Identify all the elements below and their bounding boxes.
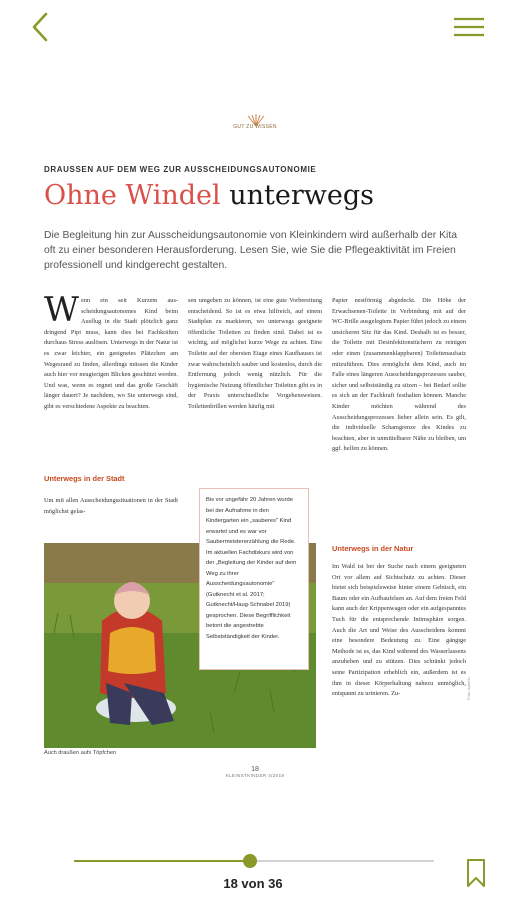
top-bar bbox=[0, 0, 506, 56]
text-column-3-continued: Im Wald ist bei der Suche nach einem geeigneten Ort vor allem auf Sichtschutz zu achten. Dieser bietet sich beispielsweise hinter einem Gebüsch, ein Baum oder ein Aufbaufelsen an. Auf dem freien Feld kann auch der Krippenwagen oder ein aufgespanntes Tuch für die entsprechende Intimsphäre sorgen. Auch die Art und Weise des Ausscheidens kommt eine besondere Bedeutung zu. Eine gängige Methode ist es, das Kind während des Wasserlassens anzuheben und zu stützen. Dies schränkt jedoch seine Partizipation erheblich ein, außerdem ist es ihm in dieser Körperhaltung nahezu unmöglich, entspannt zu urinieren. Zu- bbox=[332, 563, 466, 698]
viewer-bottom-bar bbox=[0, 840, 506, 900]
text-column-1 bbox=[44, 296, 178, 466]
info-box-text: Bis vor ungefähr 20 Jahren wurde bei der Aufnahme in den Kindergarten ein „sauberes" Kind erwartet und es war vor Saubermeistererzählung die Rede. Im aktuellen Fachdiskurs wird von der „Begleitung der Kinder auf dem Weg zu ihrer Ausscheidungsautonomie" (Gutknecht et al. 2017; Gutknecht/Haug-Schnabel 2019) gesprochen. Diese Begrifflichkeit betont die angestrebte Selbstständigkeit der Kinder. bbox=[206, 497, 297, 640]
magazine-name: KLEINSTKINDER 4/2019 bbox=[225, 773, 285, 778]
article-lead: Die Begleitung hin zur Ausscheidungsautonomie von Kleinkindern wird außerhalb der Kita oft zu einer besonderen Herausforderung. Lesen Sie, wie Sie die Pflegeaktivität im Freien professionell und kindgerecht gestalten. bbox=[44, 230, 457, 271]
text-column-3: Papier nestförmig abgedeckt. Die Höhe der Erwachsenen-Toilette in Verbindung mit auf der WC-Brille ausgelegtem Papier führt jedoch zu einem unsicheren Sitz für das Kind. Deshalb ist es besser, die Toilette mit Desinfektionstüchern zu reinigen oder einen (zusammenklappbaren) Toilettenaufsatz mitzuführen. Dies ermöglicht dem Kind, auch im Falle eines längeren Ausscheidungsprozesses sauber, sicher und selbstständig zu sitzen – bei Bedarf sollte es sich an der Fachkraft festhalten können. Manche Kinder möchten während des Ausscheidungsprozesses lieber allein sein. Es gilt, die individuelle Schamgrenze des Kindes zu beachten, aber in unmittelbarer Nähe zu bleiben, um ggf. helfen zu können. bbox=[332, 297, 466, 453]
bookmark-button[interactable] bbox=[464, 858, 488, 888]
menu-button[interactable] bbox=[452, 14, 486, 40]
page-number: 18 bbox=[251, 766, 259, 773]
text-column-1-continued: Um mit allen Ausscheidungssituationen in der Stadt möglichst gelas- bbox=[44, 497, 178, 515]
bookmark-icon bbox=[464, 858, 488, 888]
photo-credit: Foto: Autorin bbox=[466, 677, 471, 700]
page-slider-fill bbox=[74, 860, 250, 862]
chevron-left-icon bbox=[26, 10, 56, 44]
page-slider[interactable] bbox=[74, 860, 434, 862]
page-indicator: 18 von 36 bbox=[223, 876, 283, 891]
title-rest: unterwegs bbox=[220, 180, 375, 211]
magazine-page bbox=[44, 110, 466, 790]
subheading-nature: Unterwegs in der Natur bbox=[332, 544, 414, 553]
text-column-2: sen umgeben zu können, ist eine gute Vorbereitung entscheidend. So ist es etwa hilfreich, auf einem Stadtplan zu markieren, wo unterwegs geeignete öffentliche Toiletten zu finden sind. Dabei ist es wichtig, auf möglichst kurze Wege zu achten. Eine Toilette auf der obersten Etage eines Kaufhauses ist zwar wahrscheinlich sauber und kostenlos, durch die Entfernung jedoch wenig nützlich. Für die hygienische Nutzung öffentlicher Toiletten gibt es in der Praxis unterschiedliche Vorgehensweisen. Toilettenbrillen werden häufig mit bbox=[188, 297, 322, 410]
article-title bbox=[44, 180, 374, 211]
subheading-city: Unterwegs in der Stadt bbox=[44, 474, 125, 483]
section-label: GUT ZU WISSEN bbox=[233, 124, 277, 130]
info-box bbox=[199, 488, 309, 670]
back-button[interactable] bbox=[26, 10, 56, 44]
photo-caption: Auch draußen aufs Töpfchen bbox=[44, 750, 117, 756]
title-accent: Ohne Windel bbox=[44, 180, 221, 211]
article-overline: DRAUSSEN AUF DEM WEG ZUR AUSSCHEIDUNGSAUTONOMIE bbox=[44, 165, 317, 174]
hamburger-menu-icon bbox=[452, 14, 486, 40]
page-slider-handle[interactable] bbox=[243, 854, 257, 868]
page-folio bbox=[44, 766, 466, 778]
drop-cap: W bbox=[44, 296, 79, 330]
column-text: enn ein seit Kurzem ausscheidungsautonomes Kind beim Ausflug in die Stadt plötzlich ganz dringend Pipi muss, kann dies bei Fachkräften durchaus Stress auslösen. Unterwegs in der Natur ist es zwar leichter, ein geeignetes Plätzchen am Wegesrand zu finden, allerdings müssen die Kinder auch hier vor neugierigen Blicken geschützt werden. Und was, wenn es regnet und das große Geschäft länger dauert? Je nachdem, wo Sie unterwegs sind, gibt es verschiedene Aspekte zu beachten. bbox=[44, 297, 178, 410]
